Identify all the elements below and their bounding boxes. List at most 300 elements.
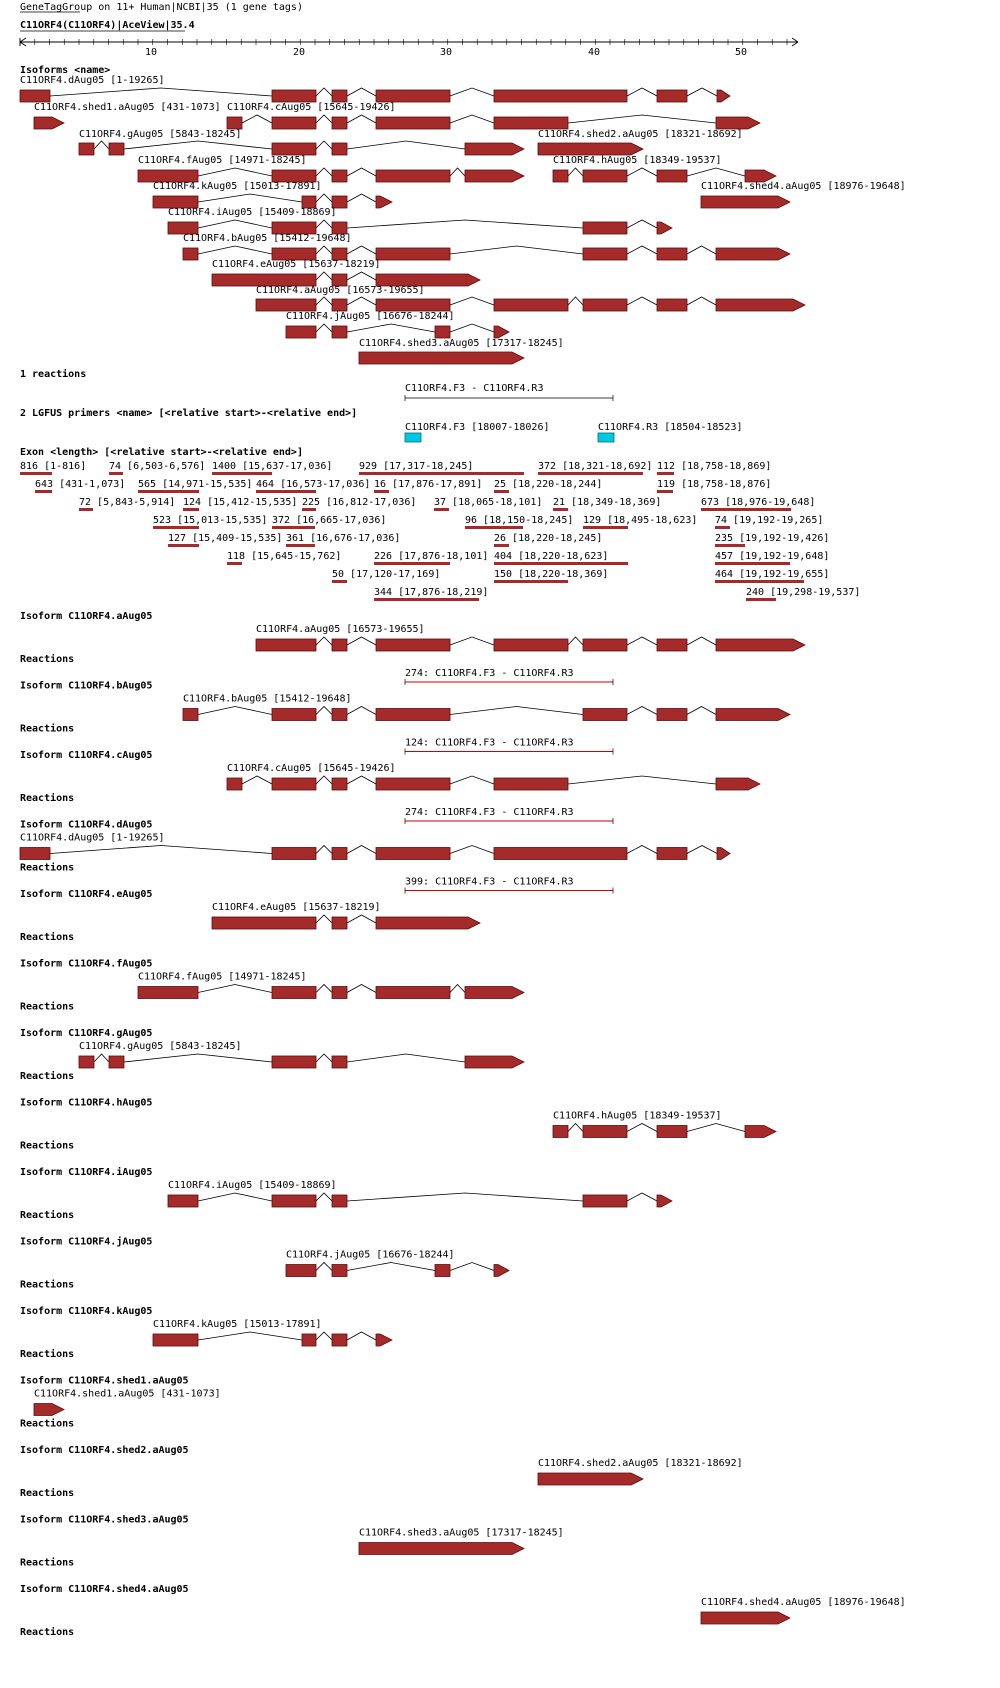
reaction-detail-label: 399: C11ORF4.F3 - C11ORF4.R3 [405, 876, 574, 888]
isoform-label: C11ORF4.jAug05 [16676-18244] [286, 311, 455, 322]
isoform-detail-title: Isoform C11ORF4.eAug05 [20, 889, 153, 900]
isoform-label: C11ORF4.hAug05 [18349-19537] [553, 155, 722, 166]
exon-block [701, 196, 790, 208]
isoform-detail-label: C11ORF4.aAug05 [16573-19655] [256, 624, 425, 635]
exon-block [332, 639, 347, 651]
exon-block [538, 1473, 643, 1485]
intron-line [316, 168, 332, 176]
intron-line [450, 1263, 494, 1271]
exon-block [583, 222, 627, 234]
reactions-heading: 1 reactions [20, 369, 87, 380]
exon-entry: 124 [15,412-15,535] [183, 497, 298, 508]
exon-block [109, 143, 124, 155]
exon-block [332, 778, 347, 790]
intron-line [347, 297, 376, 305]
exon-length-bar [715, 580, 804, 583]
intron-line [568, 168, 583, 176]
reactions-label: Reactions [20, 932, 75, 943]
exon-block [376, 709, 450, 721]
exon-entry: 74 [19,192-19,265] [715, 515, 824, 526]
exon-entry: 118 [15,645-15,762] [227, 551, 342, 562]
isoform-detail-title: Isoform C11ORF4.shed4.aAug05 [20, 1584, 189, 1595]
exon-block [376, 778, 450, 790]
exon-entry: 464 [16,573-17,036] [256, 479, 371, 490]
isoform-detail-title: Isoform C11ORF4.shed1.aAug05 [20, 1375, 189, 1387]
reactions-label: Reactions [20, 1488, 75, 1499]
intron-line [450, 324, 494, 332]
isoform-label: C11ORF4.shed3.aAug05 [17317-18245] [359, 338, 564, 349]
exon-entry: 16 [17,876-17,891] [374, 479, 483, 490]
isoform-detail-label: C11ORF4.bAug05 [15412-19648] [183, 693, 352, 705]
isoform-label: C11ORF4.eAug05 [15637-18219] [212, 259, 381, 270]
intron-line [316, 115, 332, 123]
exon-block [494, 639, 568, 651]
exon-block [494, 778, 568, 790]
intron-line [347, 115, 376, 123]
exon-block [332, 848, 347, 860]
intron-line [94, 141, 109, 149]
intron-line [568, 776, 716, 784]
header-line1: GeneTagGroup on 11+ Human|NCBI|35 (1 gene tags) [20, 2, 303, 13]
exon-entry: 816 [1-816] [20, 461, 87, 472]
exon-block [538, 143, 643, 155]
reactions-label: Reactions [20, 1140, 75, 1152]
intron-line [450, 115, 494, 123]
isoform-detail-label: C11ORF4.shed3.aAug05 [17317-18245] [359, 1527, 564, 1539]
intron-line [568, 637, 583, 645]
exon-block [465, 1056, 524, 1068]
exon-entry: 37 [18,065-18,101] [434, 497, 543, 508]
intron-line [347, 194, 376, 202]
exon-block [376, 196, 392, 208]
isoform-detail-model [79, 1054, 524, 1068]
exon-entry: 372 [18,321-18,692] [538, 461, 653, 472]
intron-line [316, 846, 332, 854]
intron-line [627, 637, 657, 645]
exon-entry: 404 [18,220-18,623] [494, 551, 609, 562]
exon-entry: 225 [16,812-17,036] [302, 497, 417, 508]
exon-length-bar [286, 544, 315, 547]
isoform-detail-title: Isoform C11ORF4.jAug05 [20, 1236, 153, 1248]
isoform-detail-title: Isoform C11ORF4.kAug05 [20, 1306, 153, 1317]
exon-entry: 929 [17,317-18,245] [359, 461, 474, 472]
isoform-detail-title: Isoform C11ORF4.aAug05 [20, 611, 153, 622]
intron-line [316, 297, 332, 305]
isoform-model [286, 324, 509, 338]
isoform-detail-title: Isoform C11ORF4.bAug05 [20, 680, 153, 692]
exon-block [376, 987, 450, 999]
isoform-detail-model [553, 1124, 776, 1138]
isoform-model [359, 352, 524, 364]
exon-block [583, 1195, 627, 1207]
exon-block [302, 1334, 316, 1346]
reaction-label: C11ORF4.F3 - C11ORF4.R3 [405, 383, 544, 394]
primer-label: C11ORF4.F3 [18007-18026] [405, 422, 550, 433]
exon-entry: 25 [18,220-18,244] [494, 479, 603, 490]
exon-block [272, 90, 316, 102]
intron-line [627, 1193, 657, 1201]
isoform-model [34, 117, 64, 129]
isoform-model [701, 196, 790, 208]
isoform-model [79, 141, 524, 155]
isoform-model [138, 168, 524, 182]
isoform-model [538, 143, 643, 155]
primer-f3-block [405, 433, 421, 442]
isoform-label: C11ORF4.fAug05 [14971-18245] [138, 155, 307, 166]
intron-line [316, 707, 332, 715]
isoform-model [227, 115, 760, 129]
exon-block [227, 117, 242, 129]
exon-length-bar [715, 544, 745, 547]
exon-block [272, 143, 316, 155]
exon-block [376, 248, 450, 260]
exon-entry: 1400 [15,637-17,036] [212, 461, 333, 472]
exon-entry: 72 [5,843-5,914] [79, 497, 176, 508]
isoform-detail-title: Isoform C11ORF4.shed2.aAug05 [20, 1445, 189, 1456]
exon-block [657, 299, 687, 311]
exon-entry: 457 [19,192-19,648] [715, 551, 830, 562]
intron-line [316, 324, 332, 332]
intron-line [316, 637, 332, 645]
intron-line [347, 707, 376, 715]
exon-length-bar [494, 544, 509, 547]
isoform-model [183, 246, 790, 260]
exon-block [332, 117, 347, 129]
isoform-detail-title: Isoform C11ORF4.dAug05 [20, 819, 153, 831]
exon-block [553, 170, 568, 182]
exon-entry: 372 [16,665-17,036] [272, 515, 387, 526]
exon-length-bar [715, 526, 730, 529]
isoform-model [256, 297, 805, 311]
exon-entry: 565 [14,971-15,535] [138, 479, 253, 490]
exon-block [212, 917, 316, 929]
isoform-detail-title: Isoform C11ORF4.gAug05 [20, 1028, 153, 1039]
primer-r3-block [598, 433, 614, 442]
intron-line [450, 297, 494, 305]
reaction-detail-label: 124: C11ORF4.F3 - C11ORF4.R3 [405, 737, 574, 749]
intron-line [687, 246, 716, 254]
exon-length-bar [227, 562, 242, 565]
exon-length-bar [494, 580, 568, 583]
exon-block [227, 778, 242, 790]
intron-line [94, 1054, 109, 1062]
intron-line [347, 272, 376, 280]
intron-line [568, 115, 716, 123]
isoform-detail-label: C11ORF4.hAug05 [18349-19537] [553, 1110, 722, 1122]
exon-block [359, 1543, 524, 1555]
isoform-detail-model [227, 776, 760, 790]
exon-length-bar [583, 526, 628, 529]
exon-length-bar [168, 544, 199, 547]
isoform-detail-title: Isoform C11ORF4.cAug05 [20, 750, 153, 761]
isoform-label: C11ORF4.gAug05 [5843-18245] [79, 129, 242, 140]
exon-length-bar [183, 508, 199, 511]
exon-block [183, 709, 198, 721]
exon-length-bar [359, 472, 524, 475]
intron-line [242, 115, 272, 123]
intron-line [627, 1124, 657, 1132]
exon-entry: 361 [16,676-17,036] [286, 533, 401, 544]
exon-block [494, 299, 568, 311]
intron-line [450, 776, 494, 784]
exon-block [272, 117, 316, 129]
isoform-model [20, 88, 730, 102]
isoform-detail-label: C11ORF4.cAug05 [15645-19426] [227, 763, 396, 774]
intron-line [316, 194, 332, 202]
exon-block [657, 639, 687, 651]
isoform-detail-model [286, 1263, 509, 1277]
exon-block [583, 1126, 627, 1138]
reactions-label: Reactions [20, 1001, 75, 1013]
exon-entry: 150 [18,220-18,369] [494, 569, 609, 580]
intron-line [198, 1193, 272, 1201]
exon-block [701, 1612, 790, 1624]
exon-block [286, 1265, 316, 1277]
exon-length-bar [434, 508, 449, 511]
exon-block [153, 1334, 198, 1346]
exon-entry: 240 [19,298-19,537] [746, 587, 861, 598]
exon-block [332, 917, 347, 929]
exon-block [716, 248, 790, 260]
exon-block [583, 248, 627, 260]
intron-line [687, 88, 717, 96]
isoform-model [212, 272, 480, 286]
isoform-label: C11ORF4.shed2.aAug05 [18321-18692] [538, 129, 743, 140]
exon-block [717, 848, 730, 860]
exon-length-bar [374, 490, 389, 493]
exon-length-bar [256, 490, 316, 493]
exon-block [20, 848, 50, 860]
isoform-detail-model [212, 915, 480, 929]
isoform-detail-label: C11ORF4.fAug05 [14971-18245] [138, 971, 307, 983]
isoform-model [553, 168, 776, 182]
reaction-detail-label: 274: C11ORF4.F3 - C11ORF4.R3 [405, 807, 574, 818]
exon-block [34, 117, 64, 129]
isoform-detail-label: C11ORF4.shed4.aAug05 [18976-19648] [701, 1597, 906, 1608]
isoform-detail-label: C11ORF4.kAug05 [15013-17891] [153, 1319, 322, 1330]
exon-block [376, 639, 450, 651]
exon-block [256, 299, 316, 311]
exon-block [465, 170, 524, 182]
exon-block [332, 709, 347, 721]
isoform-label: C11ORF4.aAug05 [16573-19655] [256, 285, 425, 296]
intron-line [568, 1124, 583, 1132]
intron-line [568, 297, 583, 305]
exon-block [332, 326, 347, 338]
exon-block [109, 1056, 124, 1068]
exons-heading: Exon <length> [<relative start>-<relative end>] [20, 447, 303, 458]
exon-block [716, 709, 790, 721]
isoform-label: C11ORF4.bAug05 [15412-19648] [183, 233, 352, 244]
exon-length-bar [746, 598, 776, 601]
isoform-label: C11ORF4.cAug05 [15645-19426] [227, 102, 396, 113]
exon-length-bar [302, 508, 316, 511]
exon-block [34, 1404, 64, 1416]
intron-line [347, 88, 376, 96]
intron-line [316, 1263, 332, 1271]
intron-line [627, 707, 657, 715]
exon-block [657, 248, 687, 260]
exon-length-bar [715, 562, 790, 565]
exon-block [20, 90, 50, 102]
intron-line [450, 985, 465, 993]
exon-block [716, 778, 760, 790]
exon-length-bar [374, 562, 450, 565]
intron-line [347, 1332, 376, 1340]
exon-block [657, 222, 672, 234]
exon-block [332, 299, 347, 311]
intron-line [687, 168, 745, 176]
exon-block [332, 170, 347, 182]
intron-line [450, 168, 465, 176]
intron-line [347, 1263, 435, 1271]
exon-block [332, 90, 347, 102]
isoform-detail-label: C11ORF4.dAug05 [1-19265] [20, 832, 165, 844]
exon-block [583, 170, 627, 182]
intron-line [316, 915, 332, 923]
intron-line [316, 246, 332, 254]
exon-entry: 673 [18,976-19,648] [701, 497, 816, 508]
exon-block [376, 170, 450, 182]
intron-line [347, 220, 583, 228]
isoform-label: C11ORF4.dAug05 [1-19265] [20, 75, 165, 86]
reactions-label: Reactions [20, 1627, 75, 1638]
isoform-detail-title: Isoform C11ORF4.hAug05 [20, 1097, 153, 1109]
intron-line [687, 707, 716, 715]
exon-block [553, 1126, 568, 1138]
reaction-detail-label: 274: C11ORF4.F3 - C11ORF4.R3 [405, 668, 574, 679]
exon-entry: 226 [17,876-18,101] [374, 551, 489, 562]
exon-entry: 523 [15,013-15,535] [153, 515, 268, 526]
isoform-label: C11ORF4.iAug05 [15409-18869] [168, 207, 337, 218]
intron-line [347, 1193, 583, 1201]
exon-length-bar [35, 490, 52, 493]
exon-entry: 96 [18,150-18,245] [465, 515, 574, 526]
reactions-label: Reactions [20, 1210, 75, 1221]
intron-line [316, 88, 332, 96]
intron-line [687, 846, 717, 854]
exon-length-bar [538, 472, 643, 475]
exon-block [465, 987, 524, 999]
exon-block [717, 90, 730, 102]
exon-length-bar [374, 598, 479, 601]
reactions-label: Reactions [20, 654, 75, 665]
intron-line [450, 246, 583, 254]
ruler-tick-label: 20 [292, 47, 306, 58]
intron-line [627, 297, 657, 305]
exon-entry: 643 [431-1,073] [35, 479, 126, 490]
exon-block [494, 848, 627, 860]
exon-entry: 26 [18,220-18,245] [494, 533, 603, 544]
intron-line [347, 776, 376, 784]
exon-block [376, 90, 450, 102]
exon-length-bar [212, 472, 272, 475]
intron-line [50, 88, 272, 96]
intron-line [124, 141, 272, 149]
exon-length-bar [153, 526, 199, 529]
isoform-label: C11ORF4.kAug05 [15013-17891] [153, 181, 322, 192]
exon-block [376, 917, 480, 929]
exon-block [272, 848, 316, 860]
isoform-label: C11ORF4.shed1.aAug05 [431-1073] [34, 102, 221, 113]
intron-line [687, 297, 716, 305]
ruler-tick-label: 30 [439, 47, 453, 58]
exon-block [332, 1334, 347, 1346]
exon-length-bar [138, 490, 199, 493]
intron-line [50, 846, 272, 854]
exon-length-bar [494, 490, 509, 493]
exon-length-bar [465, 526, 523, 529]
intron-line [450, 637, 494, 645]
exon-block [79, 1056, 94, 1068]
exon-length-bar [20, 472, 52, 475]
intron-line [316, 1054, 332, 1062]
isoform-detail-label: C11ORF4.shed2.aAug05 [18321-18692] [538, 1458, 743, 1469]
exon-block [272, 709, 316, 721]
exon-entry: 127 [15,409-15,535] [168, 533, 283, 544]
exon-block [332, 1195, 347, 1207]
exon-block [657, 1195, 672, 1207]
exon-block [376, 117, 450, 129]
exon-block [583, 639, 627, 651]
intron-line [316, 776, 332, 784]
exon-block [79, 143, 94, 155]
exon-block [716, 299, 805, 311]
exon-block [332, 1056, 347, 1068]
intron-line [316, 272, 332, 280]
reactions-label: Reactions [20, 1279, 75, 1291]
intron-line [316, 220, 332, 228]
exon-block [376, 299, 450, 311]
exon-block [657, 848, 687, 860]
intron-line [627, 246, 657, 254]
exon-length-bar [701, 508, 791, 511]
exon-length-bar [79, 508, 93, 511]
intron-line [198, 168, 272, 176]
exon-length-bar [272, 526, 315, 529]
isoform-label: C11ORF4.shed4.aAug05 [18976-19648] [701, 181, 906, 192]
isoform-detail-model [359, 1543, 524, 1555]
intron-line [450, 846, 494, 854]
exon-block [716, 117, 760, 129]
isoform-detail-model [20, 846, 730, 860]
exon-length-bar [553, 508, 568, 511]
intron-line [347, 1054, 465, 1062]
intron-line [198, 985, 272, 993]
isoform-detail-label: C11ORF4.jAug05 [16676-18244] [286, 1249, 455, 1261]
exon-block [168, 1195, 198, 1207]
intron-line [687, 637, 716, 645]
intron-line [198, 220, 272, 228]
exon-block [272, 778, 316, 790]
ruler-tick-label: 50 [734, 47, 748, 58]
isoform-detail-label: C11ORF4.shed1.aAug05 [431-1073] [34, 1388, 221, 1400]
intron-line [347, 846, 376, 854]
exon-block [332, 987, 347, 999]
exon-block [272, 1056, 316, 1068]
exon-block [435, 1265, 450, 1277]
intron-line [627, 168, 657, 176]
exon-block [716, 639, 805, 651]
exon-block [272, 987, 316, 999]
isoform-detail-model [538, 1473, 643, 1485]
intron-line [450, 707, 583, 715]
exon-block [465, 143, 524, 155]
intron-line [450, 88, 494, 96]
exon-length-bar [657, 490, 673, 493]
isoform-model [168, 220, 672, 234]
exon-entry: 50 [17,120-17,169] [332, 569, 441, 580]
